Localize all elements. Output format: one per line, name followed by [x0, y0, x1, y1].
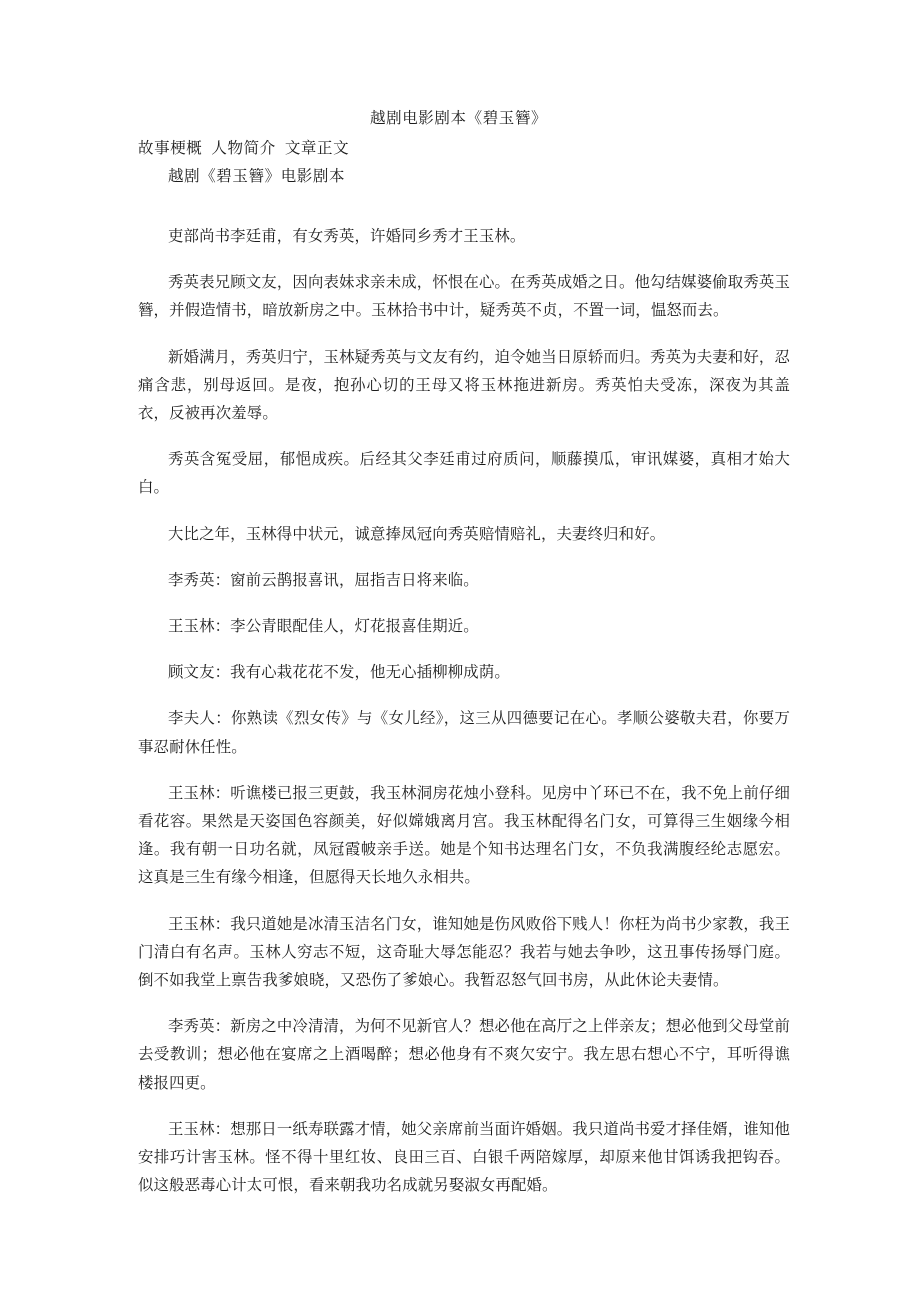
body-top-spacer [138, 208, 790, 222]
section-heading: 越剧《碧玉簪》电影剧本 [168, 167, 346, 185]
paragraph: 大比之年，玉林得中状元，诚意捧凤冠向秀英赔情赔礼，夫妻终归和好。 [168, 524, 666, 543]
nav-item-article-body[interactable]: 文章正文 [284, 139, 350, 157]
page-title: 越剧电影剧本《碧玉簪》 [370, 109, 548, 127]
dialogue-line: 李秀英：窗前云鹊报喜讯，屈指吉日将来临。 [168, 570, 479, 589]
document-body [138, 208, 790, 1199]
dialogue-line: 王玉林：想那日一纸寿联露才情，她父亲席前当面许婚姻。我只道尚书爱才择佳婿，谁知他安排巧计害玉林。怪不得十里红妆、良田三百、白银千两陪嫁厚，却原来他甘饵诱我把钩吞。似这般恶毒心计太可恨，看来朝我功名成就另娶淑女再配婚。 [138, 1119, 790, 1195]
breadcrumb [138, 134, 790, 162]
dialogue-line: 王玉林：我只道她是冰清玉洁名门女，谁知她是伤风败俗下贱人！你枉为尚书少家教，我王门清白有名声。玉林人穷志不短，这奇耻大辱怎能忍？我若与她去争吵，这丑事传扬辱门庭。倒不如我堂上禀告我爹娘晓，又恐伤了爹娘心。我暂忍怒气回书房，从此休论夫妻情。 [138, 914, 790, 990]
dialogue-line: 李夫人：你熟读《烈女传》与《女儿经》，这三从四德要记在心。孝顺公婆敬夫君，你要万事忍耐休任性。 [138, 709, 790, 756]
dialogue-line: 顾文友：我有心栽花花不发，他无心插柳柳成荫。 [168, 663, 510, 682]
paragraph: 秀英表兄顾文友，因向表妹求亲未成，怀恨在心。在秀英成婚之日。他勾结媒婆偷取秀英玉簪，并假造情书，暗放新房之中。玉林拾书中计，疑秀英不贞，不置一词，愠怒而去。 [138, 273, 790, 320]
nav-item-story-summary[interactable]: 故事梗概 [138, 139, 203, 157]
dialogue-line: 王玉林：听谯楼已报三更鼓，我玉林洞房花烛小登科。见房中丫环已不在，我不免上前仔细看花容。果然是天姿国色容颜美，好似嫦娥离月宫。我玉林配得名门女，可算得三生姻缘今相逢。我有朝一日功名就，凤冠霞帔亲手送。她是个知书达理名门女，不负我满腹经纶志愿宏。这真是三生有缘今相逢，但愿得天长地久永相共。 [138, 783, 790, 887]
paragraph: 秀英含冤受屈，郁悒成疾。后经其父李廷甫过府质问，顺藤摸瓜，审讯媒婆，真相才始大白。 [138, 450, 790, 497]
dialogue-line: 王玉林：李公青眼配佳人，灯花报喜佳期近。 [168, 617, 479, 636]
nav-item-character-intro[interactable]: 人物简介 [211, 139, 276, 157]
paragraph: 吏部尚书李廷甫，有女秀英，许婚同乡秀才王玉林。 [168, 227, 526, 245]
paragraph: 新婚满月，秀英归宁，玉林疑秀英与文友有约，迫令她当日原轿而归。秀英为夫妻和好，忍痛含悲，别母返回。是夜，抱孙心切的王母又将玉林拖进新房。秀英怕夫受冻，深夜为其盖衣，反被再次羞辱。 [138, 347, 790, 423]
dialogue-line: 李秀英：新房之中冷清清，为何不见新官人？想必他在高厅之上伴亲友；想必他到父母堂前去受教训；想必他在宴席之上酒喝醉；想必他身有不爽欠安宁。我左思右想心不宁，耳听得谯楼报四更。 [138, 1017, 790, 1092]
